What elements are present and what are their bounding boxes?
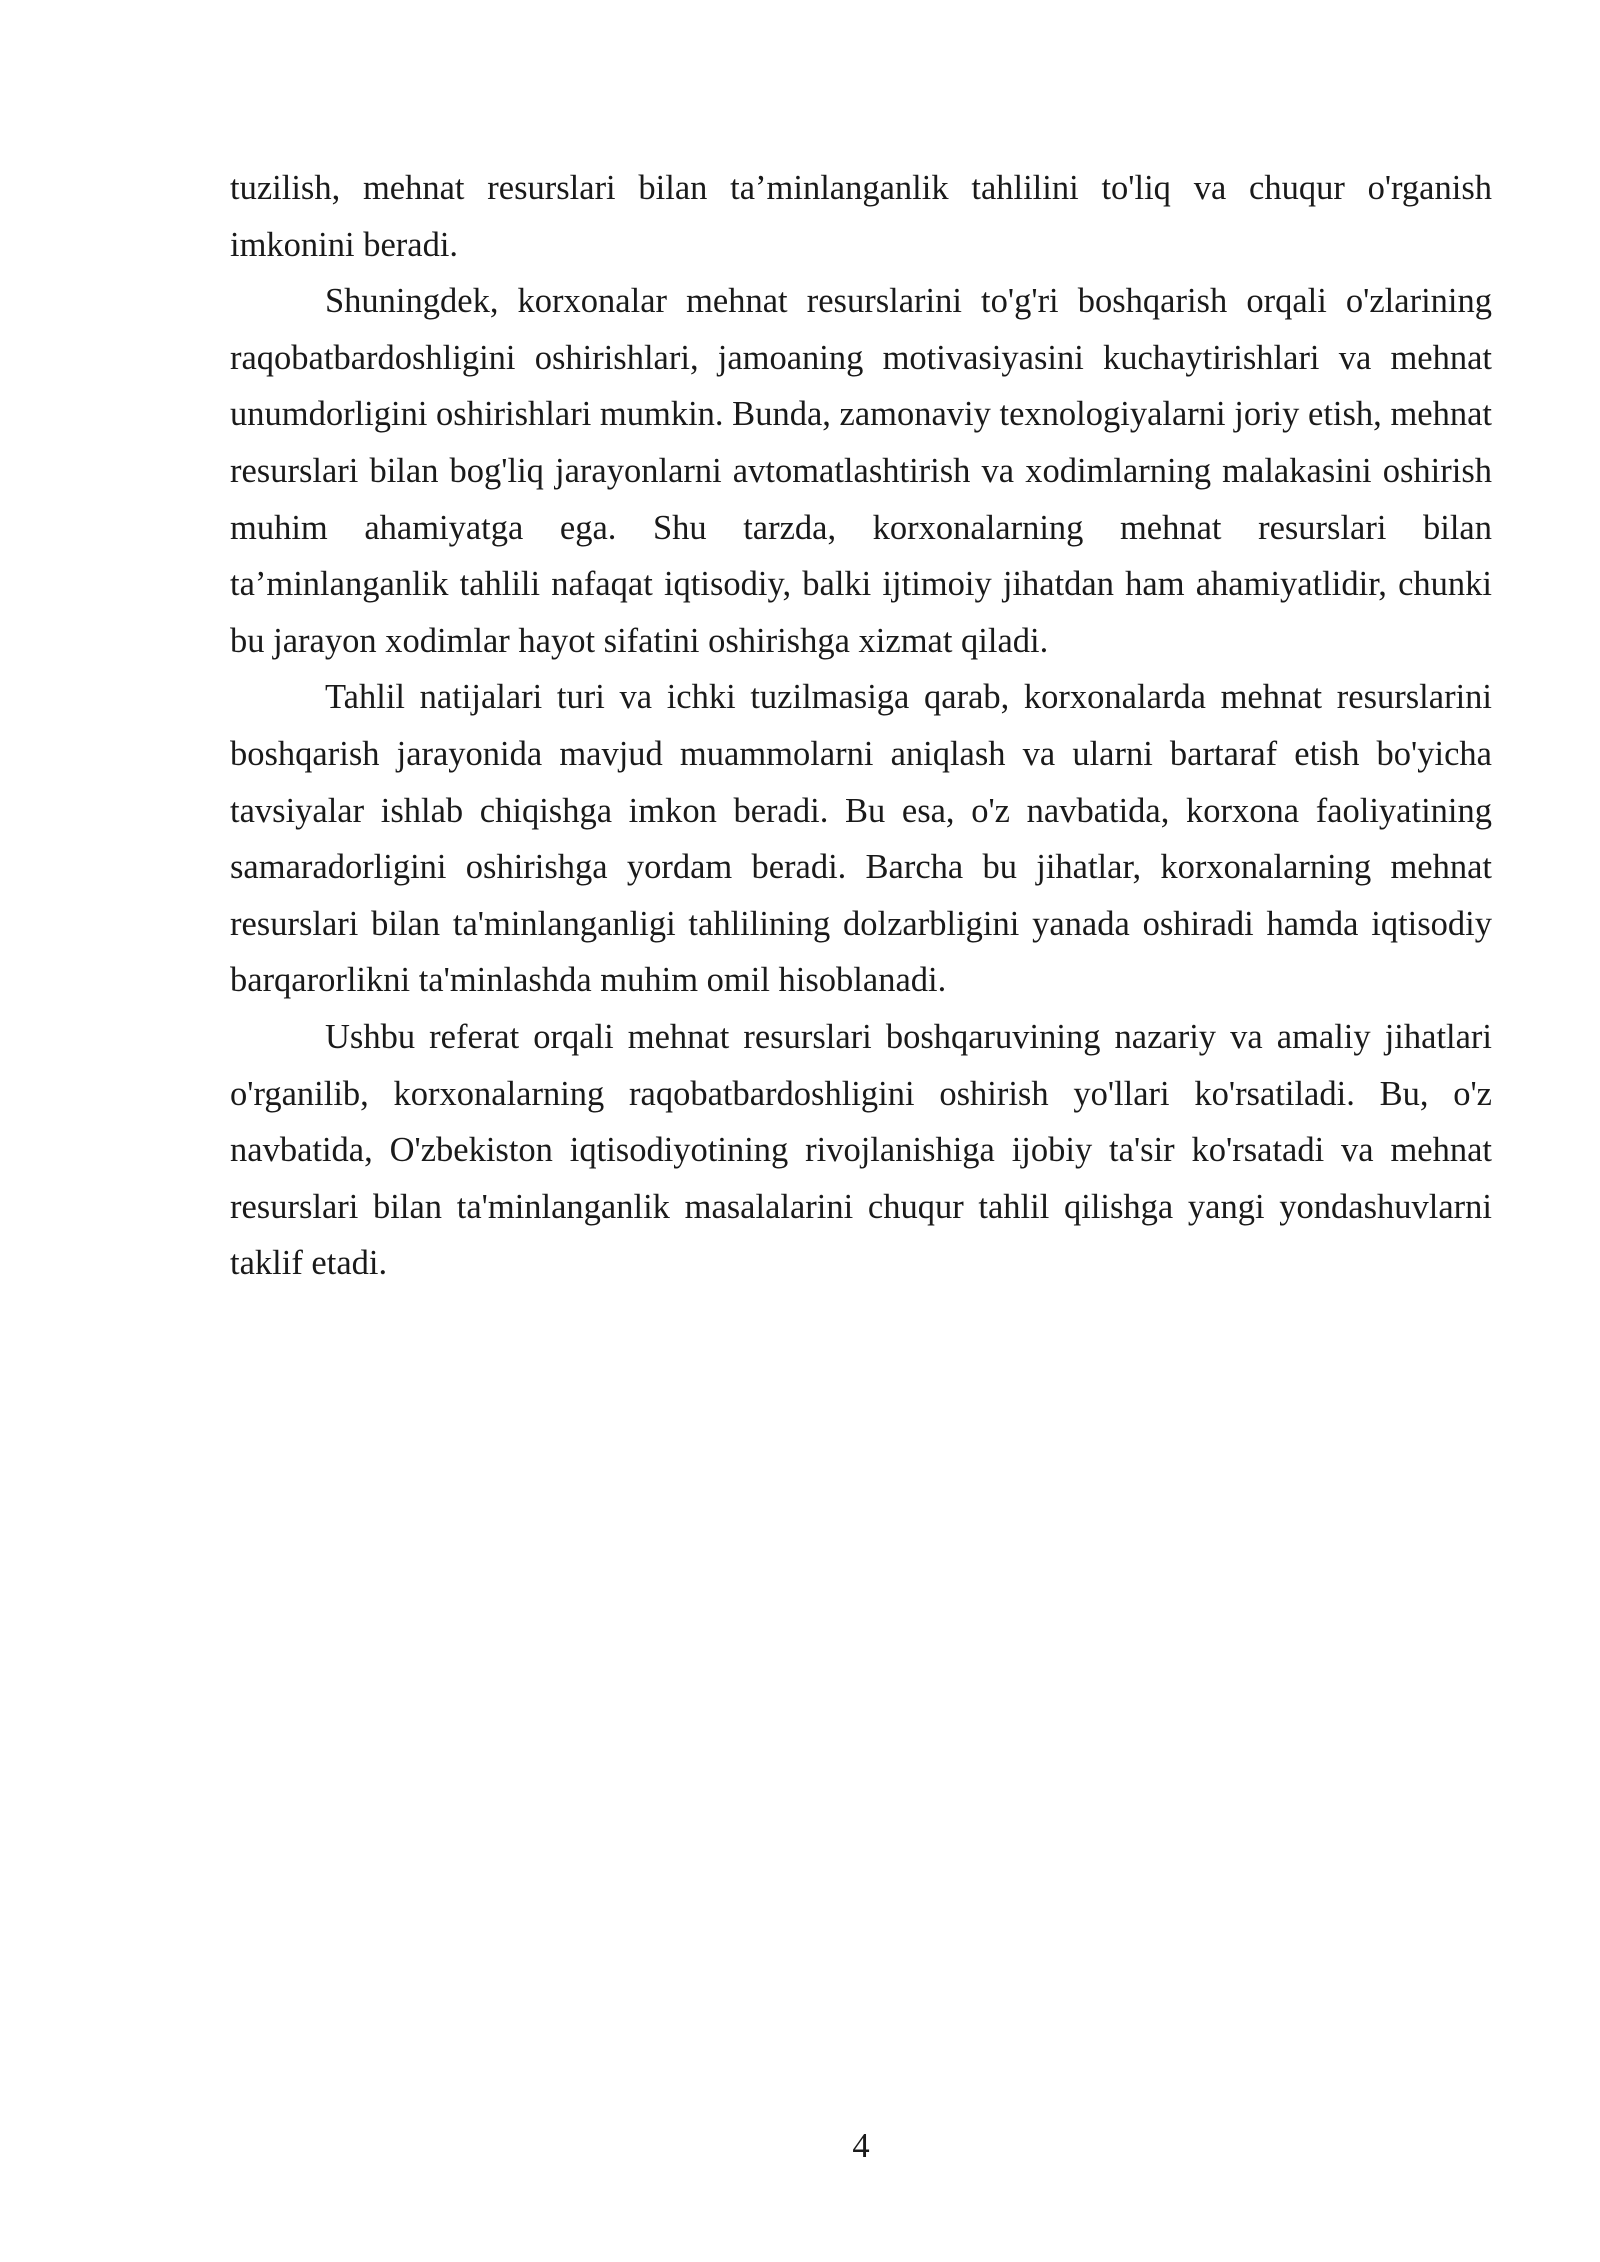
paragraph: Ushbu referat orqali mehnat resurslari boshqaruvining nazariy va amaliy jihatlari o'rganilib, korxonalarning raqobatbardoshligini oshirish yo'llari ko'rsatiladi. Bu, o'z navbatida, O'zbekiston iqtisodiyotining rivojlanishiga ijobiy ta'sir ko'rsatadi va mehnat resurslari bilan ta'minlanganlik masalalarini chuqur tahlil qilishga yangi yondashuvlarni taklif etadi.	[230, 1017, 1492, 1283]
paragraph-continuation: tuzilish, mehnat resurslari bilan ta’minlanganlik tahlilini to'liq va chuqur o'rganish imkonini beradi.	[230, 169, 1492, 264]
paragraph: Tahlil natijalari turi va ichki tuzilmasiga qarab, korxonalarda mehnat resurslarini boshqarish jarayonida mavjud muammolarni aniqlash va ularni bartaraf etish bo'yicha tavsiyalar ishlab chiqishga imkon beradi. Bu esa, o'z navbatida, korxona faoliyatining samaradorligini oshirishga yordam beradi. Barcha bu jihatlar, korxonalarning mehnat resurslari bilan ta'minlanganligi tahlilining dolzarbligini yanada oshiradi hamda iqtisodiy barqarorlikni ta'minlashda muhim omil hisoblanadi.	[230, 678, 1492, 1000]
page-number: 4	[852, 2127, 870, 2165]
paragraph: Shuningdek, korxonalar mehnat resurslarini to'g'ri boshqarish orqali o'zlarining raqobatbardoshligini oshirishlari, jamoaning motivasiyasini kuchaytirishlari va mehnat unumdorligini oshirishlari mumkin. Bunda, zamonaviy texnologiyalarni joriy etish, mehnat resurslari bilan bog'liq jarayonlarni avtomatlashtirish va xodimlarning malakasini oshirish muhim ahamiyatga ega. Shu tarzda, korxonalarning mehnat resurslari bilan ta’minlanganlik tahlili nafaqat iqtisodiy, balki ijtimoiy jihatdan ham ahamiyatlidir, chunki bu jarayon xodimlar hayot sifatini oshirishga xizmat qiladi.	[230, 282, 1492, 660]
body-text	[230, 160, 1492, 1292]
